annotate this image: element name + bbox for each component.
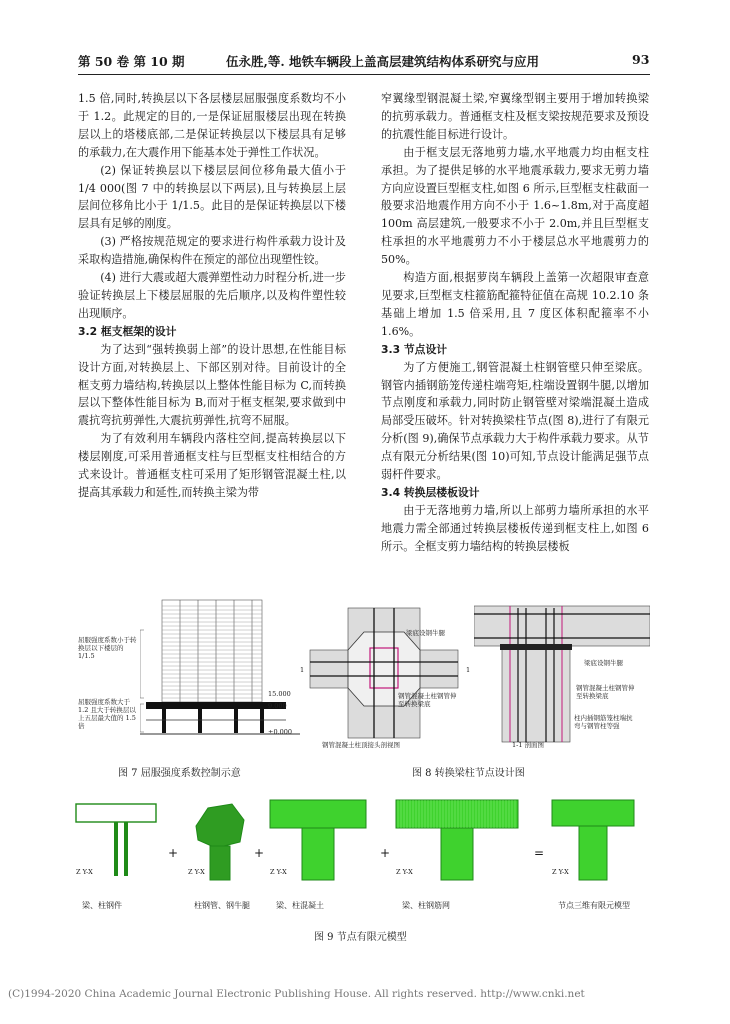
fig9-panels bbox=[64, 796, 664, 916]
fig8-joint-section-drawing bbox=[308, 604, 460, 744]
paragraph: 窄翼缘型钢混凝土梁,窄翼缘型钢主要用于增加转换梁的抗剪承载力。普通框支柱及框支梁按规范要求及预设的抗震性能目标进行设计。 bbox=[381, 92, 649, 141]
paragraph: 1.5 倍,同时,转换层以下各层楼层屈服强度系数均不小于 1.2。此规定的目的,一是保证屈服楼层出现在转换层以上的塔楼底部,二是保证转换层以下楼层具有足够的承载力,在大震作用下能基本处于弹性工作状况。 bbox=[78, 92, 346, 159]
right-column bbox=[381, 90, 649, 556]
fig9-model-0 bbox=[74, 796, 158, 892]
paragraph: 为了方便施工,钢管混凝土柱钢管壁只伸至梁底。钢管内插钢筋笼传递柱端弯矩,柱端设置钢牛腿,以增加节点刚度和承载力,同时防止钢管壁对梁端混凝土造成局部受压破坏。针对转换梁柱节点(图 8),进行了有限元分析(图 9),确保节点承载力大于构件承载力要求。从节点有限元分析结果(图 10)可知,节点设计能满足强节点弱杆件要求。 bbox=[381, 360, 649, 482]
fig8-label-bracket: 梁底设钢牛腿 bbox=[406, 629, 445, 637]
paragraph: (3) 严格按规范规定的要求进行构件承载力设计及采取构造措施,确保构件在预定的部位出现塑性铰。 bbox=[78, 235, 346, 267]
paragraph: 构造方面,根据萝岗车辆段上盖第一次超限审查意见要求,巨型框支柱箍筋配箍特征值在高规 10.2.10 条基础上增加 1.5 倍采用,且 7 度区体积配箍率不小 1.6%。 bbox=[381, 271, 649, 338]
fig9-model-3 bbox=[394, 796, 520, 892]
fig9-model-2 bbox=[268, 796, 368, 892]
header-rule bbox=[78, 74, 650, 75]
fig8-label-steel-tube-2: 钢管混凝土柱钢管伸至转换梁底 bbox=[576, 684, 635, 700]
journal-volume: 第 50 卷 第 10 期 bbox=[78, 54, 185, 69]
fig8-sub-right: 1-1 剖面图 bbox=[512, 741, 545, 749]
paragraph: 由于框支层无落地剪力墙,水平地震力均由框支柱承担。为了提供足够的水平地震承载力,要求无剪力墙方向应设置巨型框支柱,如图 6 所示,巨型框支柱截面一般要求沿地震作用方向不小于 1.6~1.8m,对于高度超 100m 高层建筑,一般要求不小于 2.0m,并且巨型框支柱承担的水平地震剪力不小于楼层总水平地震剪力的 50%。 bbox=[381, 145, 649, 267]
fig7-label-lower: 屈服强度系数大于 1.2 且大于转换层以上五层最大值的 1.5 倍 bbox=[78, 698, 136, 730]
fig9-model-4 bbox=[550, 796, 636, 892]
fig9-caption: 图 9 节点有限元模型 bbox=[314, 932, 407, 943]
fig9-axis-triad: Z Y-X bbox=[188, 868, 205, 876]
paragraph: 为了达到“强转换弱上部”的设计思想,在性能目标设计方面,对转换层上、下部区别对待。目前设计的全框支剪力墙结构,转换层以上整体性能目标为 C,而转换层以下整体性能目标为 B,而对于框支框架,要求做到中震抗弯抗剪弹性,大震抗剪弹性,抗弯不屈服。 bbox=[78, 342, 346, 428]
fig9-operator: = bbox=[534, 846, 545, 860]
fig9-axis-triad: Z Y-X bbox=[270, 868, 287, 876]
paragraph: (4) 进行大震或超大震弹塑性动力时程分析,进一步验证转换层上下楼层屈服的先后顺序,以及构件塑性较出现顺序。 bbox=[78, 271, 346, 320]
fig9-operator: + bbox=[380, 846, 391, 860]
fig8-label-cage: 柱内插钢筋笼柱端抗弯与钢管柱等强 bbox=[574, 714, 633, 730]
fig9-panel-label: 梁、柱钢件 bbox=[82, 901, 122, 910]
section-heading: 3.3 节点设计 bbox=[381, 342, 448, 356]
fig7-elev-15: 15.000 bbox=[268, 690, 291, 698]
fig9-operator: + bbox=[168, 846, 179, 860]
paragraph: 为了有效利用车辆段内落柱空间,提高转换层以下楼层刚度,可采用普通框支柱与巨型框支柱相结合的方式来设计。普通框支柱可采用了矩形钢管混凝土柱,以提高其承载力和延性,而转换主梁为带 bbox=[78, 432, 346, 499]
paragraph: (2) 保证转换层以下楼层层间位移角最大值小于 1/4 000(图 7 中的转换层以下两层),且与转换层上层层间位移角比小于 1/1.5。此目的是保证转换层以下楼层具有足够的刚度。 bbox=[78, 163, 346, 231]
left-column bbox=[78, 90, 346, 502]
fig9-axis-triad: Z Y-X bbox=[552, 868, 569, 876]
fig9-operator: + bbox=[254, 846, 265, 860]
fig9-panel-label: 梁、柱混凝土 bbox=[276, 901, 324, 910]
fig9-panel-label: 节点三维有限元模型 bbox=[558, 901, 630, 910]
fig9-axis-triad: Z Y-X bbox=[76, 868, 93, 876]
fig7-label-upper: 屈服强度系数小于转换层以下楼层的 1/1.5 bbox=[78, 636, 137, 660]
paragraph: 由于无落地剪力墙,所以上部剪力墙所承担的水平地震力需全部通过转换层楼板传递到框支柱上,如图 6 所示。全框支剪力墙结构的转换层楼板 bbox=[381, 503, 649, 553]
fig8-caption: 图 8 转换梁柱节点设计图 bbox=[412, 768, 525, 779]
section-heading: 3.2 框支框架的设计 bbox=[78, 324, 177, 338]
fig7-elev-9: 9.000 bbox=[268, 702, 287, 710]
fig9-panel-label: 梁、柱钢筋网 bbox=[402, 901, 450, 910]
fig8-mark-right: 1 bbox=[466, 666, 471, 674]
running-title: 伍永胜,等. 地铁车辆段上盖高层建筑结构体系研究与应用 bbox=[226, 54, 540, 69]
fig7-elevation-drawing bbox=[140, 598, 310, 746]
fig9-axis-triad: Z Y-X bbox=[396, 868, 413, 876]
fig8-label-steel-tube: 钢管混凝土柱钢管伸至转换梁底 bbox=[398, 692, 457, 708]
page-number: 93 bbox=[632, 52, 650, 67]
fig9-panel-label: 柱钢管、钢牛腿 bbox=[194, 901, 250, 910]
copyright-footer: (C)1994-2020 China Academic Journal Electronic Publishing House. All rights reserved. http://www.cnki.net bbox=[8, 988, 585, 1000]
fig7-elev-0: ±0.000 bbox=[268, 728, 293, 736]
fig8-mark-left: 1 bbox=[300, 666, 305, 674]
section-heading: 3.4 转换层楼板设计 bbox=[381, 485, 480, 499]
fig7-caption: 图 7 屈服强度系数控制示意 bbox=[118, 768, 241, 779]
fig8-sub-left: 钢管混凝土柱顶接头剖视图 bbox=[322, 741, 400, 749]
fig9-model-1 bbox=[186, 796, 250, 892]
fig8-label-bracket-2: 梁底设钢牛腿 bbox=[584, 659, 623, 667]
